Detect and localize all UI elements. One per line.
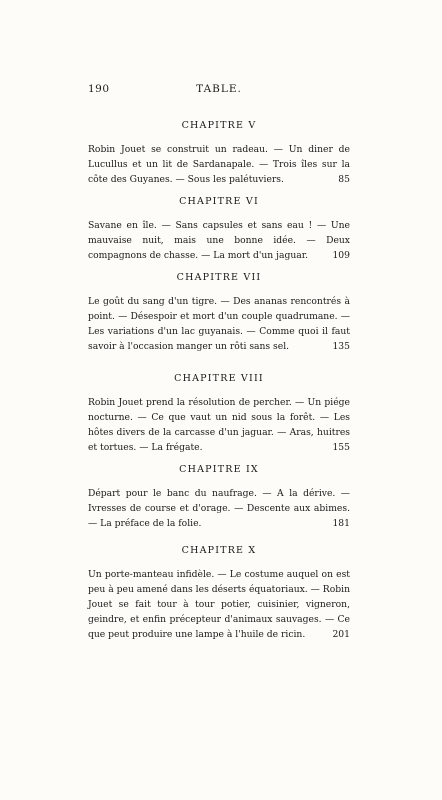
chapter-summary [88,142,350,187]
chapter-summary [88,395,350,455]
chapter-description: Le goût du sang d'un tigre. — Des ananas rencontrés à point. — Désespoir et mort d'un couple quadrumane. — Les variations d'un lac guyanais. — Comme quoi il faut savoir à l'occasion manger un rôti sans sel. [88,296,350,352]
chapter-description: Départ pour le banc du naufrage. — A la dérive. — Ivresses de course et d'orage. — Descente aux abimes. — La préface de la folie. [88,488,350,529]
chapter-description: Savane en île. — Sans capsules et sans eau ! — Une mauvaise nuit, mais une bonne idée. — Deux compagnons de chasse. — La mort d'un jaguar. [88,220,350,261]
chapter-entry [88,272,350,354]
chapter-title: CHAPITRE VII [176,272,262,283]
chapter-title: CHAPITRE VIII [174,373,264,384]
chapter-description: Un porte-manteau infidèle. — Le costume auquel on est peu à peu amené dans les déserts équatoriaux. — Robin Jouet se fait tour à tour potier, cuisinier, vigneron, geindre, et enfin précepteur d'animaux sauvages. — Ce que peut produire une lampe à l'huile de ricin. [88,569,350,640]
chapter-entry [88,120,350,187]
chapter-entry [88,545,350,642]
chapter-title: CHAPITRE VI [179,196,259,207]
chapter-entry [88,464,350,531]
chapter-title: CHAPITRE X [181,545,257,556]
chapter-description: Robin Jouet se construit un radeau. — Un diner de Lucullus et un lit de Sardanapale. — Trois îles sur la côte des Guyanes. — Sous les palétuviers. [88,144,350,185]
chapter-page-number: 109 [332,250,350,261]
chapter-entry [88,196,350,263]
chapter-page-number: 85 [338,174,350,185]
chapter-page-number: 181 [332,518,350,529]
chapter-summary [88,567,350,642]
chapter-entry [88,373,350,455]
chapter-page-number: 135 [332,341,350,352]
chapter-page-number: 155 [332,442,350,453]
chapter-summary [88,218,350,263]
chapter-summary [88,294,350,354]
page-number: 190 [88,83,110,95]
page-title: TABLE. [196,83,242,95]
chapter-description: Robin Jouet prend la résolution de percher. — Un piége nocturne. — Ce que vaut un nid sous la forêt. — Les hôtes divers de la carcasse d'un jaguar. — Aras, huitres et tortues. — La frégate. [88,397,350,453]
chapter-summary [88,486,350,531]
chapter-page-number: 201 [332,629,350,640]
chapter-title: CHAPITRE V [181,120,257,131]
chapter-title: CHAPITRE IX [179,464,259,475]
